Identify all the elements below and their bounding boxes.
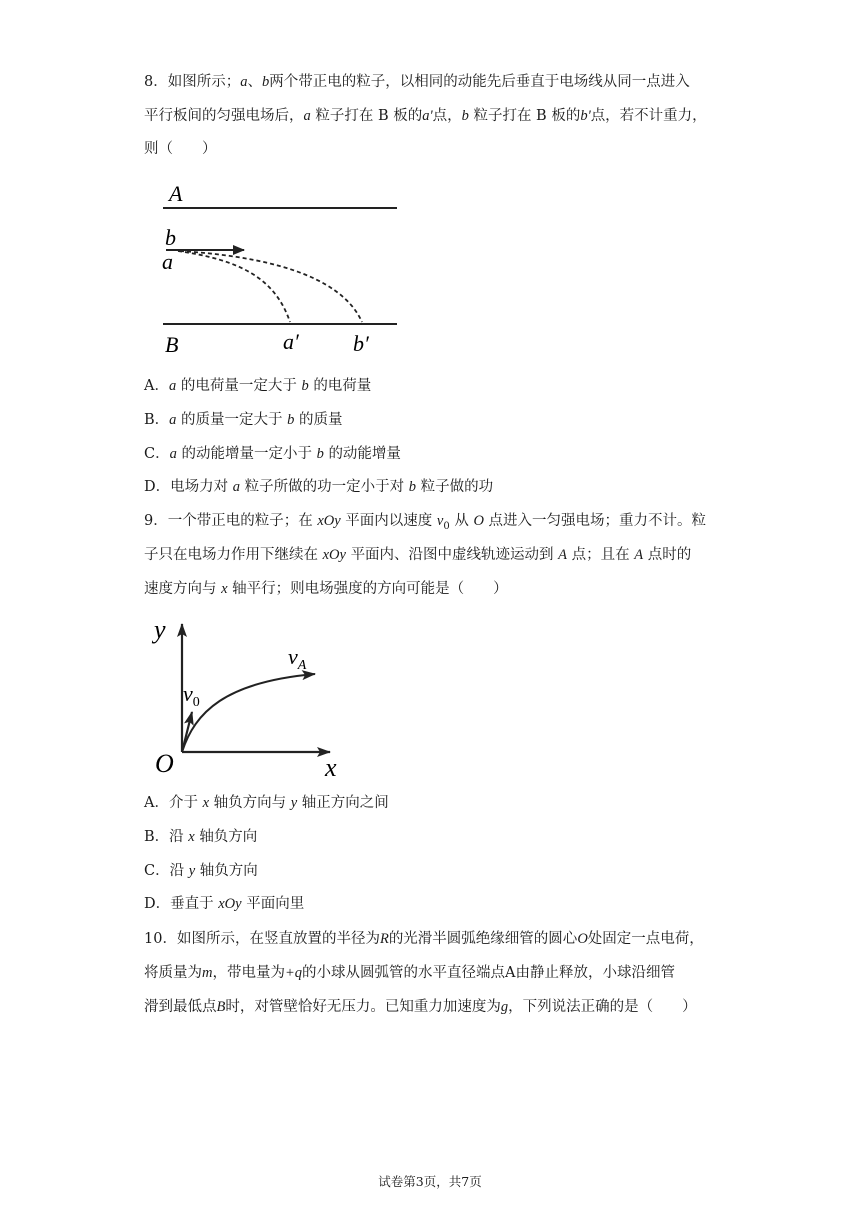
q9-line-2: 子只在电场力作用下继续在 xOy 平面内、沿图中虚线轨迹运动到 A 点；且在 A 点时的	[144, 547, 692, 563]
q9-option-a: A．介于 x 轴负方向与 y 轴正方向之间	[144, 795, 389, 811]
q10-line-2: 将质量为m，带电量为+q的小球从圆弧管的水平直径端点A由静止释放，小球沿细管	[144, 965, 676, 981]
q9-line-3: 速度方向与 x 轴平行；则电场强度的方向可能是（ ）	[144, 581, 508, 597]
q10-line-1: 10．如图所示，在竖直放置的半径为R的光滑半圆弧绝缘细管的圆心O处固定一点电荷，	[144, 931, 704, 947]
particle-a-label: a	[162, 249, 173, 274]
trajectory-b	[180, 251, 362, 322]
q8-option-d: D．电场力对 a 粒子所做的功一定小于对 b 粒子做的功	[144, 479, 494, 495]
q8-option-a: A．a 的电荷量一定大于 b 的电荷量	[144, 378, 372, 394]
q8-figure	[150, 178, 410, 363]
v0-label: $v_0$	[183, 681, 200, 710]
q10-line-3: 滑到最低点B时，对管壁恰好无压力。已知重力加速度为g，下列说法正确的是（ ）	[144, 999, 697, 1015]
q9-option-b: B．沿 x 轴负方向	[144, 829, 258, 845]
q9-line-1: 9．一个带正电的粒子；在 xOy 平面内以速度 $v_0$ 从 O 点进入一匀强电场；重力不计。粒	[144, 513, 707, 532]
trajectory-a	[178, 251, 290, 322]
plate-a-label: A	[169, 181, 183, 206]
origin-label: O	[155, 749, 174, 778]
q8-option-b: B．a 的质量一定大于 b 的质量	[144, 412, 343, 428]
q9-option-d: D．垂直于 xOy 平面向里	[144, 896, 305, 912]
x-axis-label: x	[325, 753, 337, 782]
q9-figure	[150, 612, 360, 784]
q9-option-c: C．沿 y 轴负方向	[144, 863, 258, 879]
particle-b-label: b	[165, 225, 176, 250]
y-axis-label: y	[154, 615, 166, 644]
trajectory-curve	[182, 674, 315, 752]
point-a-prime-label: a′	[283, 329, 299, 354]
point-b-prime-label: b′	[353, 331, 369, 356]
page-footer: 试卷第3页，共7页	[378, 1174, 482, 1189]
q8-line-1: 8．如图所示；a、b两个带正电的粒子，以相同的动能先后垂直于电场线从同一点进入	[144, 74, 690, 90]
q8-option-c: C．a 的动能增量一定小于 b 的动能增量	[144, 446, 401, 462]
q8-line-3: 则（ ）	[144, 141, 217, 157]
va-label: $v_A$	[288, 644, 307, 673]
q8-line-2: 平行板间的匀强电场后，a 粒子打在 B 板的a'点，b 粒子打在 B 板的b'点，若不计重力，	[144, 108, 707, 124]
plate-b-label: B	[165, 332, 179, 357]
